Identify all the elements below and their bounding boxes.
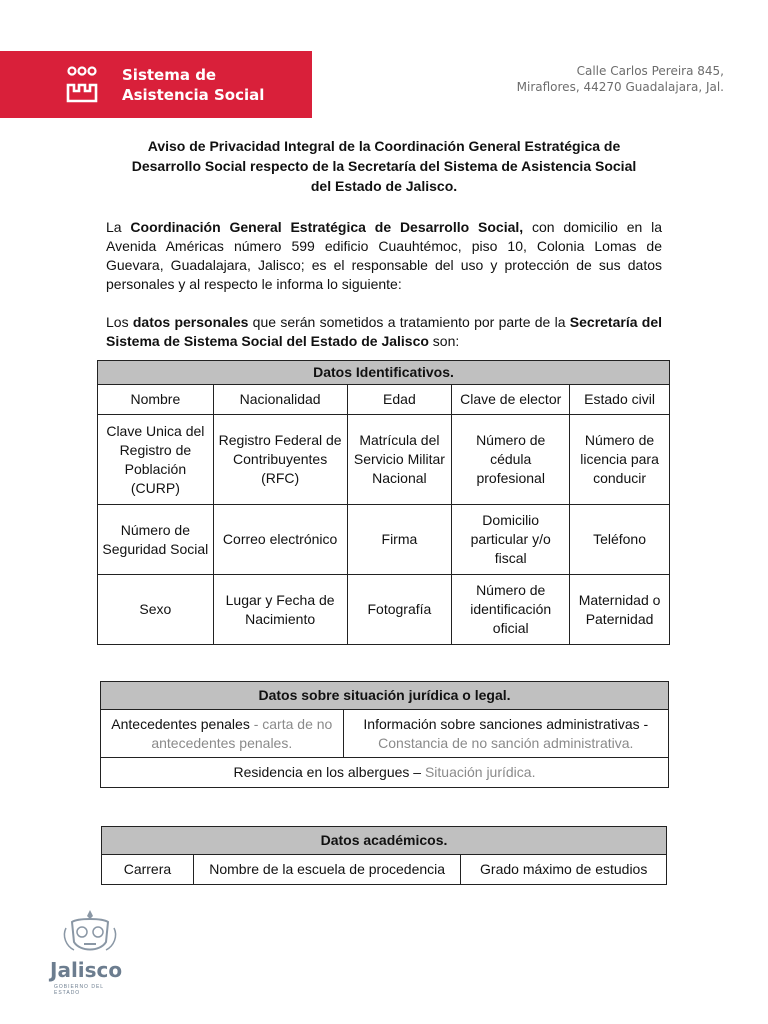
table-cell: Información sobre sanciones administrativas - Constancia de no sanción administrativa. [343,710,668,758]
org-name: Sistema de Asistencia Social [122,66,265,104]
table-cell: Residencia en los albergues – Situación jurídica. [101,758,669,788]
table-cell: Maternidad o Paternidad [570,575,670,645]
intro-paragraph: La Coordinación General Estratégica de Desarrollo Social, con domicilio en la Avenida Américas número 599 edificio Cuauhtémoc, piso 10, Colonia Lomas de Guevara, Guadalajara, Jalisco; es el responsable del uso y protección de sus datos personales y al respecto le informa lo siguiente: [106,219,662,292]
table-cell: Domicilio particular y/o fiscal [452,505,570,575]
table-cell: Matrícula del Servicio Militar Nacional [347,415,452,505]
dif-logo-icon [66,65,106,105]
table-cell: Teléfono [570,505,670,575]
table-cell: Nombre [98,385,214,415]
table-cell: Correo electrónico [213,505,347,575]
table-cell: Número de licencia para conducir [570,415,670,505]
juridica-header: Datos sobre situación jurídica o legal. [101,682,669,710]
logo-subtitle: GOBIERNO DEL ESTADO [54,984,104,996]
table-cell: Lugar y Fecha de Nacimiento [213,575,347,645]
table-cell: Nombre de la escuela de procedencia [193,855,460,885]
table-cell: Número de Seguridad Social [98,505,214,575]
table-cell: Nacionalidad [213,385,347,415]
table-cell: Número de identificación oficial [452,575,570,645]
page-title: Aviso de Privacidad Integral de la Coordinación General Estratégica de Desarrollo Social respecto de la Secretaría del Sistema de Asistencia Social del Estado de Jalisco. [131,138,637,194]
juridica-table [100,681,669,788]
logo-name: Jalisco [50,958,123,982]
table-cell: Estado civil [570,385,670,415]
identificativos-header: Datos Identificativos. [98,361,670,385]
table-cell: Grado máximo de estudios [461,855,667,885]
table-cell: Registro Federal de Contribuyentes (RFC) [213,415,347,505]
identificativos-table [97,360,670,645]
table-cell: Número de cédula profesional [452,415,570,505]
table-cell: Edad [347,385,452,415]
personal-data-paragraph: Los datos personales que serán sometidos a tratamiento por parte de la Secretaría del Sistema de Sistema Social del Estado de Jalisco son: [106,314,663,349]
table-cell: Clave Unica del Registro de Población (CURP) [98,415,214,505]
table-cell: Fotografía [347,575,452,645]
table-cell: Sexo [98,575,214,645]
table-cell: Clave de elector [452,385,570,415]
academicos-header: Datos académicos. [102,827,667,855]
table-cell: Carrera [102,855,194,885]
table-cell: Antecedentes penales - carta de no antecedentes penales. [101,710,344,758]
header-banner [0,51,312,118]
address: Calle Carlos Pereira 845, Miraflores, 44270 Guadalajara, Jal. [516,64,724,94]
coat-of-arms-icon [60,908,120,956]
academicos-table [101,826,667,885]
table-cell: Firma [347,505,452,575]
jalisco-logo [48,908,132,998]
